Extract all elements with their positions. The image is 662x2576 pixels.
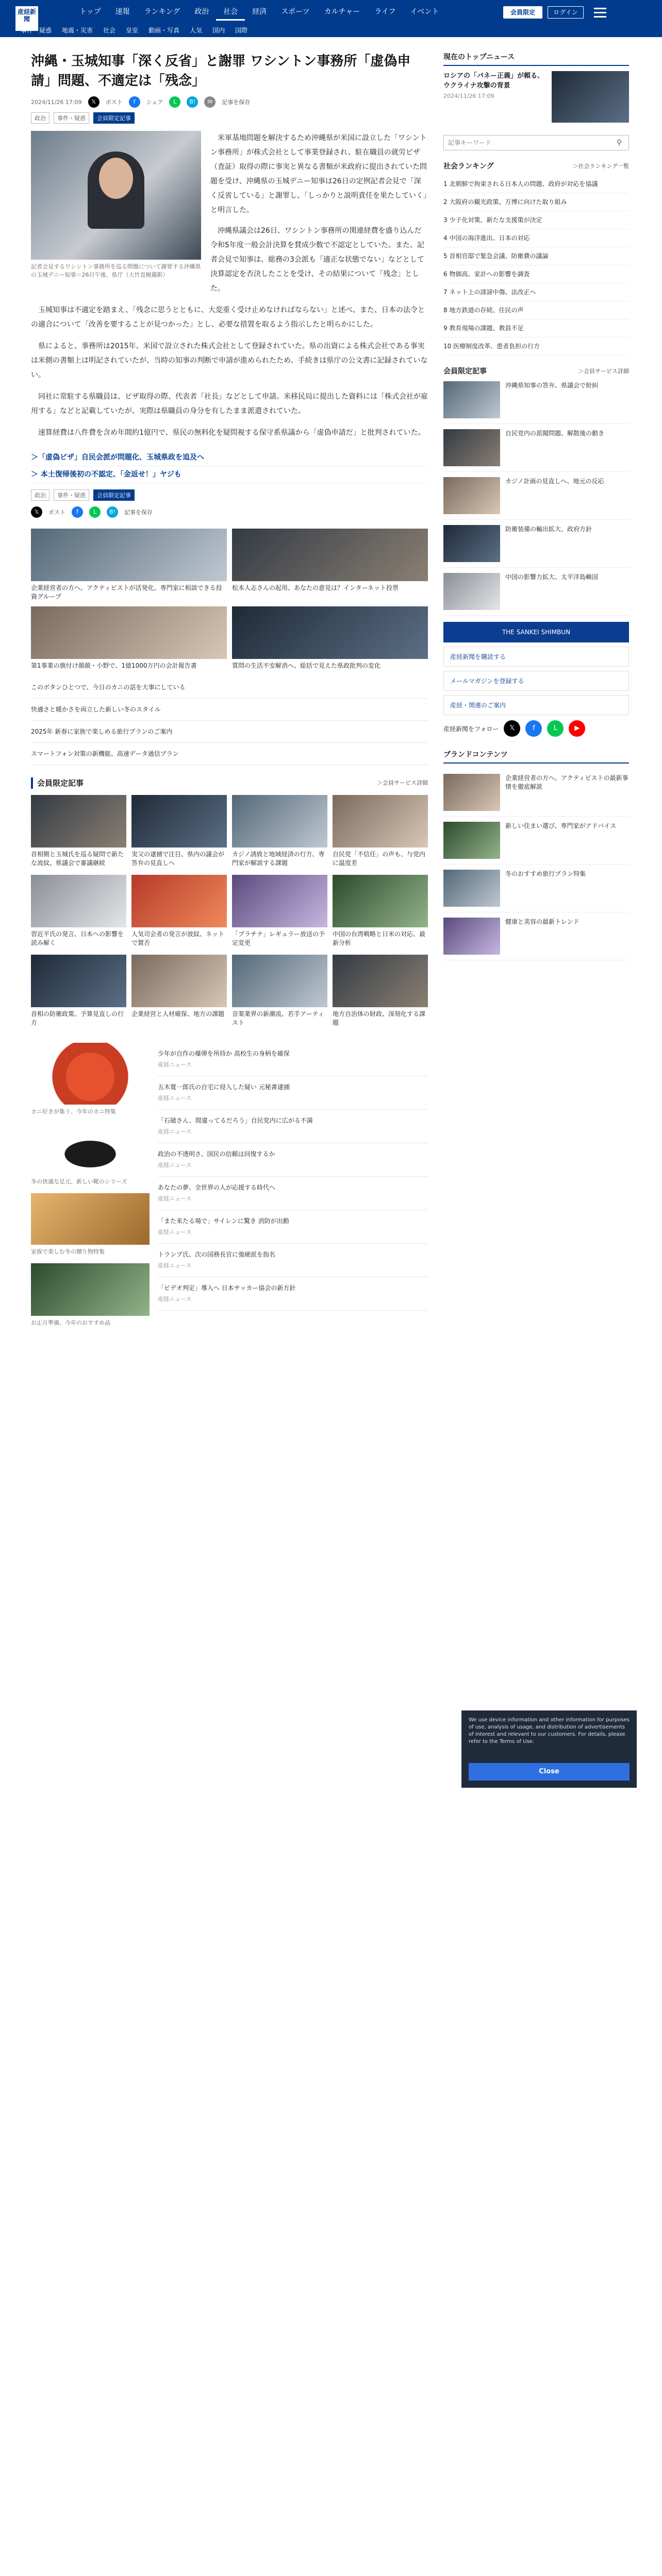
subnav-item[interactable]: 事件・疑惑 [21, 27, 52, 34]
feed-item-title: 政治の不透明さ、国民の信頼は回復するか [158, 1150, 275, 1158]
follow-row [443, 720, 629, 737]
card-title: 企業経営と人材確保、地方の課題 [131, 1010, 225, 1018]
tag-politics[interactable]: 政治 [31, 112, 49, 124]
side-member-header [443, 366, 629, 376]
subnav-item[interactable]: 地震・災害 [62, 27, 93, 34]
feed-text-item[interactable] [158, 1043, 428, 1076]
feed-text-item[interactable] [158, 1244, 428, 1277]
card-image [232, 606, 428, 659]
related-info-link[interactable]: 産経・関連のご案内 [443, 695, 629, 715]
feed-item-source: 産経ニュース [158, 1229, 192, 1235]
line-follow-icon[interactable]: L [547, 720, 564, 737]
feed-item-source: 産経ニュース [158, 1095, 192, 1101]
recommend-text-item[interactable]: 2025年 新春に家族で楽しめる旅行プランのご案内 [31, 721, 428, 743]
follow-label: 産経新聞をフォロー [443, 725, 499, 733]
x-share-label[interactable]: ポスト [48, 509, 65, 516]
x-share-icon[interactable]: 𝕏 [88, 96, 100, 108]
member-card[interactable] [31, 955, 126, 1027]
subnav-item[interactable]: 動画・写真 [148, 27, 180, 34]
side-member-item[interactable] [443, 568, 629, 616]
ranking-item[interactable]: 10 医療制度改革、患者負担の行方 [443, 337, 629, 355]
member-card[interactable] [31, 875, 126, 947]
global-nav [72, 0, 446, 21]
recommend-card[interactable] [232, 606, 428, 670]
card-title: 実父の逮捕で注目、県内の議会が答弁の見直しへ [131, 851, 225, 867]
card-title: 第1事業の旗付け顔顔・小野で、1億1000万円の会計報告書 [31, 662, 197, 669]
article-body [31, 303, 428, 440]
member-section-title [31, 777, 428, 789]
card-title: 音楽業界の新潮流、若手アーティスト [232, 1010, 324, 1026]
member-card[interactable] [131, 795, 227, 868]
cookie-close-button[interactable]: Close [469, 1763, 630, 1781]
card-title: 首相の防衛政策、予算見直しの行方 [31, 1010, 124, 1026]
card-image [232, 955, 327, 1007]
member-card[interactable] [31, 795, 126, 868]
side-member-list [443, 376, 629, 616]
facebook-follow-icon[interactable]: f [525, 720, 542, 737]
card-title: 人気司会者の発言が波紋、ネットで賛否 [131, 930, 225, 946]
nav-society[interactable]: 社会 [216, 0, 245, 21]
recommend-card[interactable] [31, 606, 227, 670]
feed-item-source: 産経ニュース [158, 1162, 192, 1168]
sidebar [443, 52, 629, 960]
recommend-card[interactable] [31, 529, 227, 601]
side-member-item[interactable] [443, 424, 629, 472]
nav-breaking[interactable]: 速報 [115, 8, 130, 16]
feed-text-item[interactable] [158, 1277, 428, 1311]
member-card[interactable] [333, 875, 428, 947]
tag-incident[interactable]: 事件・疑惑 [54, 112, 89, 124]
ranking-more-link[interactable]: ＞社会ランキング一覧 [572, 163, 629, 170]
item-image [443, 822, 500, 859]
card-image [333, 795, 428, 848]
tag-member-only[interactable]: 会員限定記事 [93, 489, 135, 501]
card-image [232, 875, 327, 927]
brand-list [443, 769, 629, 960]
search-box [443, 135, 629, 150]
related-link[interactable]: ＞「虚偽ビザ」自民会派が問題化、玉城県政を追及へ [31, 449, 428, 466]
member-grid [31, 795, 428, 1027]
facebook-share-icon[interactable]: f [72, 506, 83, 518]
feed-item-source: 産経ニュース [158, 1061, 192, 1068]
member-card[interactable] [232, 875, 327, 947]
brand-content-heading: ブランドコンテンツ [443, 749, 629, 764]
item-image [443, 477, 500, 514]
shoes-image [31, 1123, 150, 1175]
card-image [31, 606, 227, 659]
member-card[interactable] [232, 795, 327, 868]
recommend-text-item[interactable]: このボタンひとつで、今日のカニの話を大事にしている [31, 676, 428, 699]
lead-paragraph: 沖縄県議会は26日、ワシントン事務所の関連経費を盛り込んだ令和5年度一般会計決算を賛成少数で不認定としていた。また、記者会見で知事は、総務の3会派も「適正な状態でない」などとして決算認定を否決したことを受け、その結果について「残念」とした。 [210, 227, 424, 293]
item-title: 健康と美容の最新トレンド [505, 918, 580, 925]
card-image [333, 875, 428, 927]
feed-text-item[interactable] [158, 1110, 428, 1143]
feed-text-item[interactable] [158, 1177, 428, 1210]
side-member-item[interactable] [443, 520, 629, 568]
body-paragraph: 県によると、事務所は2015年、米国で設立された株式会社として登録されていた。県の出資による株式会社である事実は米側の書類上は明記されていたが、当時の知事の判断で申請が進められたため、手続きは県庁の公文書に記録されていない。 [31, 342, 428, 379]
feed-text-item[interactable] [158, 1076, 428, 1110]
hatena-share-icon[interactable]: B! [107, 506, 118, 518]
item-title: 冬のおすすめ旅行プラン特集 [505, 870, 586, 877]
card-image [31, 955, 126, 1007]
site-header [0, 0, 662, 37]
member-card[interactable] [131, 955, 227, 1027]
ranking-header [443, 161, 629, 171]
body-paragraph: 同社に常駐する県職員は、ビザ取得の際、代表者「社長」などとして申請。米移民局に提出した資料には「株式会社が雇用する」などと記載していたが、実際は県職員の身分を有したまま派遣されていた。 [31, 393, 428, 415]
ranking-item[interactable]: 2 大阪府の観光政策、万博に向けた取り組み [443, 193, 629, 211]
card-title: 家族で楽しむ冬の贈り物特集 [31, 1248, 105, 1255]
card-image [31, 875, 126, 927]
feed-item-title: あなたの夢、全世界の人が応援する時代へ [158, 1184, 276, 1191]
member-card[interactable] [131, 875, 227, 947]
item-title: 中国の影響力拡大、太平洋島嶼国 [505, 573, 599, 581]
nav-politics[interactable]: 政治 [194, 8, 209, 16]
line-share-icon[interactable]: L [89, 506, 101, 518]
nav-culture[interactable]: カルチャー [324, 8, 360, 16]
facebook-share-icon[interactable]: f [129, 96, 140, 108]
card-image [131, 875, 227, 927]
feed-item-source: 産経ニュース [158, 1262, 192, 1269]
nav-economy[interactable]: 経済 [252, 8, 267, 16]
hatena-share-icon[interactable]: B! [187, 96, 198, 108]
feed-item-title: 五木寛一郎氏の自宅に侵入した疑い 元秘書逮捕 [158, 1083, 290, 1091]
member-card[interactable] [333, 795, 428, 868]
top-news-date: 2024/11/26 17:09 [443, 93, 494, 99]
gift-image [31, 1193, 150, 1245]
item-title: 企業経営者の方へ。アクティビストの最新事情を徹底解説 [505, 774, 628, 790]
cookie-text: We use device information and other information for purposes of use, analysis of usage, and distribution of advertisements of interest and relevant to our customers. For details, please refer to the Terms of Use. [469, 1717, 630, 1744]
card-title: お正月準備、今年のおすすめ品 [31, 1319, 111, 1326]
item-title: 自民党内の派閥問題、解散後の動き [505, 430, 605, 437]
feed-right [158, 1043, 428, 1327]
subnav-item[interactable]: 国内 [212, 27, 225, 34]
subnav-item[interactable]: 皇室 [126, 27, 139, 34]
content-feed [31, 1043, 428, 1327]
ranking-item[interactable]: 5 首相官邸で緊急会議、防衛費の議論 [443, 247, 629, 265]
site-logo[interactable]: 産経新聞 [15, 6, 38, 31]
article-tags [31, 112, 428, 124]
feed-card[interactable] [31, 1263, 150, 1327]
ranking-heading: 社会ランキング [443, 162, 494, 171]
search-icon[interactable]: ⚲ [616, 139, 622, 147]
newsletter-link[interactable]: メールマガジンを登録する [443, 671, 629, 691]
related-links [31, 449, 428, 483]
card-title: 地方自治体の財政、深刻化する課題 [333, 1010, 426, 1026]
nav-ranking[interactable]: ランキング [144, 8, 180, 16]
side-member-item[interactable] [443, 376, 629, 424]
feed-item-source: 産経ニュース [158, 1128, 192, 1135]
subnav-item[interactable]: 社会 [103, 27, 116, 34]
nav-sports[interactable]: スポーツ [281, 8, 310, 16]
item-title: 新しい住まい選び、専門家がアドバイス [505, 822, 617, 829]
side-member-more-link[interactable]: ＞会員サービス詳細 [578, 368, 629, 375]
item-image [443, 573, 500, 610]
youtube-follow-icon[interactable]: ▶ [569, 720, 585, 737]
ranking-item[interactable]: 4 中国の海洋進出、日本の対応 [443, 229, 629, 247]
card-title: カジノ誘致と地域経済の行方、専門家が解説する課題 [232, 851, 325, 867]
card-image [232, 795, 327, 848]
article-title: 沖縄・玉城知事「深く反省」と謝罪 ワシントン事務所「虚偽申請」問題、不適定は「残念」 [31, 54, 411, 89]
article-meta [31, 96, 428, 108]
bottom-tags [31, 489, 428, 501]
login-button[interactable]: ログイン [548, 6, 584, 19]
recommend-text-list [31, 676, 428, 765]
brand-item[interactable] [443, 912, 629, 960]
feed-item-title: 「石破さん、間違ってるだろう」自民党内に広がる不満 [158, 1117, 313, 1124]
top-news-title: ロシアの「パネー正義」が頼る、ウクライナ攻撃の背景 [443, 72, 544, 90]
sub-nav [15, 23, 253, 36]
main-column [31, 52, 428, 1327]
recommend-text-item[interactable]: スマートフォン対策の新機能、高速データ通信プラン [31, 743, 428, 765]
brand-item[interactable] [443, 769, 629, 817]
promo-banner[interactable]: THE SANKEI SHIMBUN [443, 622, 629, 642]
card-title: 冬の快適な足元、新しい靴のシリーズ [31, 1178, 127, 1185]
item-image [443, 870, 500, 907]
card-title: 企業経営者の方へ。アクティビストが活発化。専門家に相談できる投資グループ [31, 584, 222, 600]
item-title: 防衛装備の輸出拡大、政府方針 [505, 526, 592, 533]
ranking-item[interactable]: 7 ネット上の誹謗中傷、法改正へ [443, 283, 629, 301]
card-image [333, 955, 428, 1007]
card-image [232, 529, 428, 581]
feed-left [31, 1043, 150, 1327]
tag-member-only[interactable]: 会員限定記事 [93, 112, 135, 124]
x-share-label[interactable]: ポスト [105, 99, 123, 106]
feed-item-title: 「また来たる場で」サイレンに驚き 消防が出動 [158, 1217, 289, 1225]
item-image [443, 918, 500, 955]
cookie-notice [461, 1710, 637, 1788]
item-image [443, 429, 500, 466]
subnav-item[interactable]: 国際 [235, 27, 248, 34]
save-article-button[interactable]: 記事を保存 [222, 99, 251, 106]
body-paragraph: 速算経費は八件費を含め年間約1億円で、県民の無料化を疑問視する保守系県議から「虚偽申請だ」と批判されていた。 [38, 429, 425, 437]
item-image [443, 525, 500, 562]
card-title: 中国の台湾戦略と日米の対応、最新分析 [333, 930, 426, 946]
x-share-icon[interactable]: 𝕏 [31, 506, 42, 518]
card-image [31, 795, 126, 848]
item-title: 沖縄県知事の答弁、県議会で紛糾 [505, 382, 599, 389]
feed-item-title: トランプ氏、次の国務長官に強硬派を指名 [158, 1251, 276, 1258]
lead-paragraph: 米軍基地問題を解決するため沖縄県が米国に設立した「ワシントン事務所」が株式会社として事業登録され、駐在職員の就労ビザ（査証）取得の際に事実と異なる書類が米政府に提出されていた問題を受け、沖縄県の玉城デニー知事は26日の定例記者会見で「深く反省している」と謝罪し、「しっかりと説明責任を果たしていく」と明言した。 [210, 134, 427, 214]
lead-photo[interactable] [31, 131, 201, 260]
line-share-icon[interactable]: L [169, 96, 180, 108]
nav-events[interactable]: イベント [410, 8, 439, 16]
related-link[interactable]: ＞ 本土復帰後初の不認定、「金返せ！」ヤジも [31, 466, 428, 483]
section-title-text: 会員限定記事 [37, 778, 84, 788]
top-news-card[interactable] [443, 71, 629, 123]
brand-item[interactable] [443, 817, 629, 865]
card-title: 松本人志さんの起用、あなたの意見は？インターネット投票 [232, 584, 399, 591]
card-title: 「プラチナ」レギュラー放送の予定変更 [232, 930, 325, 946]
photo-caption: 記者会見するワシントン事務所を巡る問題について謝罪する沖縄県の玉城デニー知事＝26日午後、県庁（大竹直樹撮影） [31, 263, 201, 278]
feed-card[interactable] [31, 1193, 150, 1256]
item-image [443, 774, 500, 811]
recommend-grid [31, 529, 428, 670]
feed-item-title: 少年が自作の爆弾を所持か 高校生の身柄を確保 [158, 1050, 290, 1057]
tag-politics[interactable]: 政治 [31, 489, 49, 501]
member-more-link[interactable]: ＞会員サービス詳細 [377, 779, 428, 786]
save-article-button[interactable]: 記事を保存 [124, 509, 153, 516]
tag-incident[interactable]: 事件・疑惑 [54, 489, 89, 501]
top-news-heading: 現在のトップニュース [443, 52, 629, 66]
ranking-item[interactable]: 1 北朝鮮で拘束される日本人の問題、政府が対応を協議 [443, 175, 629, 193]
mail-share-icon[interactable]: ✉ [204, 96, 216, 108]
x-follow-icon[interactable]: 𝕏 [504, 720, 520, 737]
feed-card[interactable] [31, 1123, 150, 1186]
card-title: 首相側と玉城氏を巡る疑問で新たな波紋、県議会で審議継続 [31, 851, 124, 867]
recommend-text-item[interactable]: 快適さと暖かさを両立した新しい冬のスタイル [31, 699, 428, 721]
item-title: カジノ計画の見直しへ、地元の反応 [505, 478, 604, 485]
top-news-image [552, 71, 629, 123]
card-title: 質問の生活不安解消へ、総括で見えた県政批判の変化 [232, 662, 381, 669]
card-title: 自民党「不信任」の声も、与党内に温度差 [333, 851, 426, 867]
card-image [31, 529, 227, 581]
side-member-item[interactable] [443, 472, 629, 520]
nav-life[interactable]: ライフ [374, 8, 396, 16]
feed-text-item[interactable] [158, 1210, 428, 1244]
feed-item-source: 産経ニュース [158, 1195, 192, 1202]
feed-text-item[interactable] [158, 1143, 428, 1177]
feed-item-title: 「ビデオ判定」導入へ 日本サッカー協会の新方針 [158, 1284, 296, 1292]
ranking-item[interactable]: 8 地方鉄道の存続、住民の声 [443, 301, 629, 319]
article-date: 2024/11/26 17:09 [31, 98, 82, 106]
brand-item[interactable] [443, 865, 629, 912]
article-lead [31, 131, 428, 296]
subnav-item[interactable]: 人気 [190, 27, 203, 34]
nav-top[interactable]: トップ [79, 8, 101, 16]
feed-card[interactable] [31, 1043, 150, 1116]
side-links [443, 647, 629, 715]
subscribe-link[interactable]: 産経新聞を購読する [443, 647, 629, 667]
crab-image [31, 1043, 150, 1105]
card-image [31, 1263, 150, 1316]
member-card[interactable] [232, 955, 327, 1027]
card-title: 習近平氏の発言、日本への影響を読み解く [31, 930, 124, 946]
ranking-item[interactable]: 9 教育現場の課題、教員不足 [443, 319, 629, 337]
ranking-list [443, 175, 629, 355]
card-image [131, 795, 227, 848]
card-title: カニ好きが集う、今年のカニ特集 [31, 1108, 116, 1115]
member-button[interactable]: 会員限定 [503, 6, 542, 19]
bottom-share-row [31, 506, 428, 518]
item-image [443, 381, 500, 418]
card-image [131, 955, 227, 1007]
search-input[interactable] [444, 135, 610, 150]
fb-share-label[interactable]: シェア [146, 99, 163, 106]
body-paragraph: 玉城知事は不適定を踏まえ、「残念に思うとともに、大変重く受け止めなければならない」と述べ、また、日本の法令との適合について「改善を要することが見つかった」とし、必要な措置を取るよう指示したと明らかにした。 [31, 306, 425, 329]
member-card[interactable] [333, 955, 428, 1027]
recommend-card[interactable] [232, 529, 428, 601]
feed-item-source: 産経ニュース [158, 1296, 192, 1302]
side-member-heading: 会員限定記事 [443, 367, 487, 376]
ranking-item[interactable]: 3 少子化対策、新たな支援策が決定 [443, 211, 629, 229]
hamburger-menu-icon[interactable] [593, 5, 607, 20]
ranking-item[interactable]: 6 物価高、家計への影響を調査 [443, 265, 629, 283]
